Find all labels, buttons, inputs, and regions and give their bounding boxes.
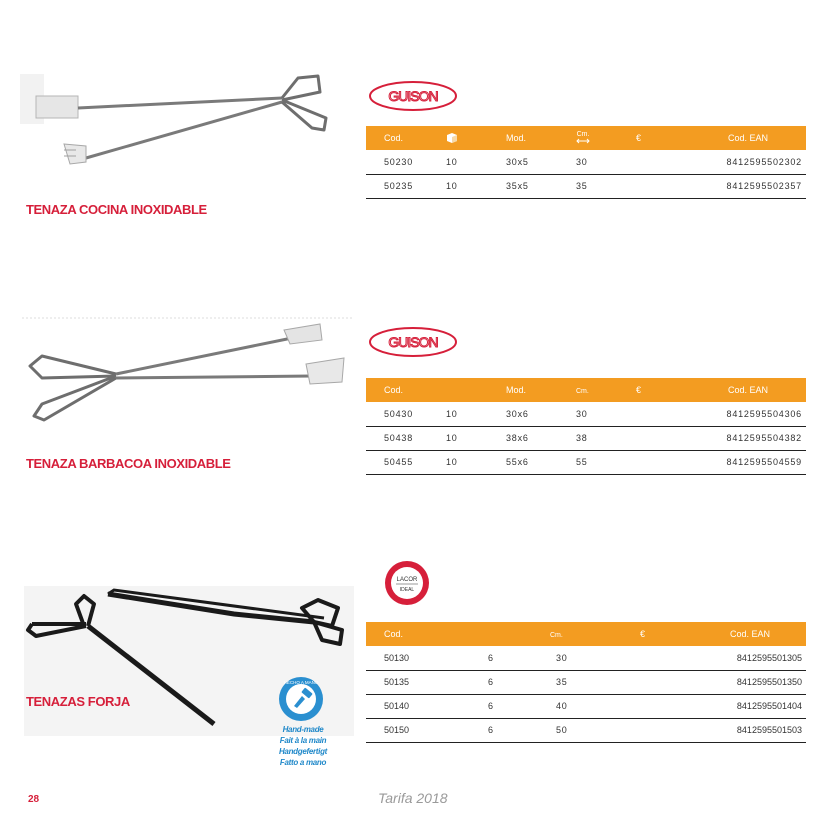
table-row <box>366 426 806 450</box>
handmade-line: Handgefertigt <box>278 747 328 756</box>
cell-cod: 50430 <box>366 402 442 426</box>
cell-ean: 8412595501350 <box>696 670 806 694</box>
guison-logo-text: GUISON <box>388 334 438 350</box>
cell-qty: 10 <box>442 150 502 174</box>
product-table <box>366 126 806 199</box>
cell-cm: 55 <box>572 450 632 474</box>
cell-cod: 50235 <box>366 174 442 198</box>
cell-mod: 35x5 <box>502 174 572 198</box>
table-row <box>366 718 806 742</box>
cell-qty: 6 <box>466 670 546 694</box>
table-header-row <box>366 378 806 402</box>
col-price-header: € <box>636 133 642 143</box>
handmade-text <box>268 724 338 768</box>
cell-mod: 30x6 <box>502 402 572 426</box>
col-qty-header <box>442 378 502 402</box>
cm-label: Cm. <box>550 632 563 639</box>
length-arrow-icon <box>576 138 590 144</box>
table-row <box>366 174 806 198</box>
col-qty-header <box>442 126 502 150</box>
cell-mod: 55x6 <box>502 450 572 474</box>
col-price-header: € <box>636 385 642 395</box>
footer-text: Tarifa 2018 <box>378 790 448 806</box>
cell-price <box>632 174 692 198</box>
box-icon <box>446 132 458 144</box>
product-title: TENAZA BARBACOA INOXIDABLE <box>26 456 231 471</box>
cell-price <box>636 646 696 670</box>
cell-cod: 50230 <box>366 150 442 174</box>
cell-cod: 50455 <box>366 450 442 474</box>
cell-cm: 30 <box>546 646 636 670</box>
cell-price <box>636 718 696 742</box>
col-mod-header: Mod. <box>506 133 527 143</box>
cell-cm: 30 <box>572 402 632 426</box>
table-row <box>366 646 806 670</box>
cell-cod: 50150 <box>366 718 466 742</box>
cell-qty: 6 <box>466 718 546 742</box>
product-table <box>366 378 806 475</box>
handmade-line: Fait à la main <box>279 736 327 745</box>
cm-label: Cm. <box>576 130 590 138</box>
handmade-line: Fatto a mano <box>279 758 327 767</box>
col-ean-header: Cod. EAN <box>728 133 769 143</box>
hand-hammer-icon <box>278 676 324 722</box>
barbecue-tongs-image <box>22 316 352 436</box>
guison-logo <box>368 326 458 358</box>
cell-qty: 6 <box>466 694 546 718</box>
table-row <box>366 450 806 474</box>
lacor-ideal-logo <box>384 560 430 606</box>
col-cod-header: Cod. <box>384 385 404 395</box>
cell-mod: 30x5 <box>502 150 572 174</box>
cell-cm: 30 <box>572 150 632 174</box>
table-header-row <box>366 126 806 150</box>
cell-price <box>636 670 696 694</box>
cell-ean: 8412595501305 <box>696 646 806 670</box>
lacor-logo-subtext: IDEAL <box>399 587 415 593</box>
cell-ean: 8412595504559 <box>692 450 806 474</box>
guison-logo-text: GUISON <box>388 88 438 104</box>
cell-cod: 50140 <box>366 694 466 718</box>
cell-price <box>632 402 692 426</box>
cell-price <box>632 150 692 174</box>
cell-qty: 10 <box>442 450 502 474</box>
table-row <box>366 694 806 718</box>
cell-price <box>632 450 692 474</box>
col-cm-header <box>572 126 632 150</box>
cell-cm: 35 <box>546 670 636 694</box>
cell-cm: 40 <box>546 694 636 718</box>
table-row <box>366 402 806 426</box>
product-table <box>366 622 806 743</box>
table-header-row <box>366 622 806 646</box>
cell-mod: 38x6 <box>502 426 572 450</box>
col-ean-header: Cod. EAN <box>728 385 769 395</box>
col-ean-header: Cod. EAN <box>730 629 771 639</box>
cell-ean: 8412595501503 <box>696 718 806 742</box>
handmade-line: Hand-made <box>282 725 324 734</box>
cell-qty: 10 <box>442 426 502 450</box>
col-mod-header: Mod. <box>506 385 527 395</box>
cell-cm: 50 <box>546 718 636 742</box>
col-qty-header <box>466 622 546 646</box>
cell-qty: 10 <box>442 402 502 426</box>
cell-ean: 8412595504382 <box>692 426 806 450</box>
product-title: TENAZAS FORJA <box>26 694 130 709</box>
col-cod-header: Cod. <box>384 629 404 639</box>
cell-qty: 6 <box>466 646 546 670</box>
lacor-logo-text: LACOR <box>396 577 418 583</box>
cell-ean: 8412595504306 <box>692 402 806 426</box>
table-row <box>366 670 806 694</box>
cell-price <box>632 426 692 450</box>
cell-cm: 38 <box>572 426 632 450</box>
cell-ean: 8412595502302 <box>692 150 806 174</box>
kitchen-tongs-image <box>20 74 340 194</box>
col-cm-header <box>572 378 632 402</box>
col-cod-header: Cod. <box>384 133 404 143</box>
cell-cod: 50135 <box>366 670 466 694</box>
table-row <box>366 150 806 174</box>
cell-ean: 8412595501404 <box>696 694 806 718</box>
col-price-header: € <box>640 629 646 639</box>
cell-ean: 8412595502357 <box>692 174 806 198</box>
cell-price <box>636 694 696 718</box>
cell-cm: 35 <box>572 174 632 198</box>
page-number: 28 <box>28 794 40 805</box>
guison-logo <box>368 80 458 112</box>
col-cm-header <box>546 622 636 646</box>
cell-qty: 10 <box>442 174 502 198</box>
cm-label: Cm. <box>576 388 589 395</box>
product-title: TENAZA COCINA INOXIDABLE <box>26 202 207 217</box>
cell-cod: 50438 <box>366 426 442 450</box>
handmade-badge-text: HECHO A MANO <box>283 680 319 685</box>
cell-cod: 50130 <box>366 646 466 670</box>
